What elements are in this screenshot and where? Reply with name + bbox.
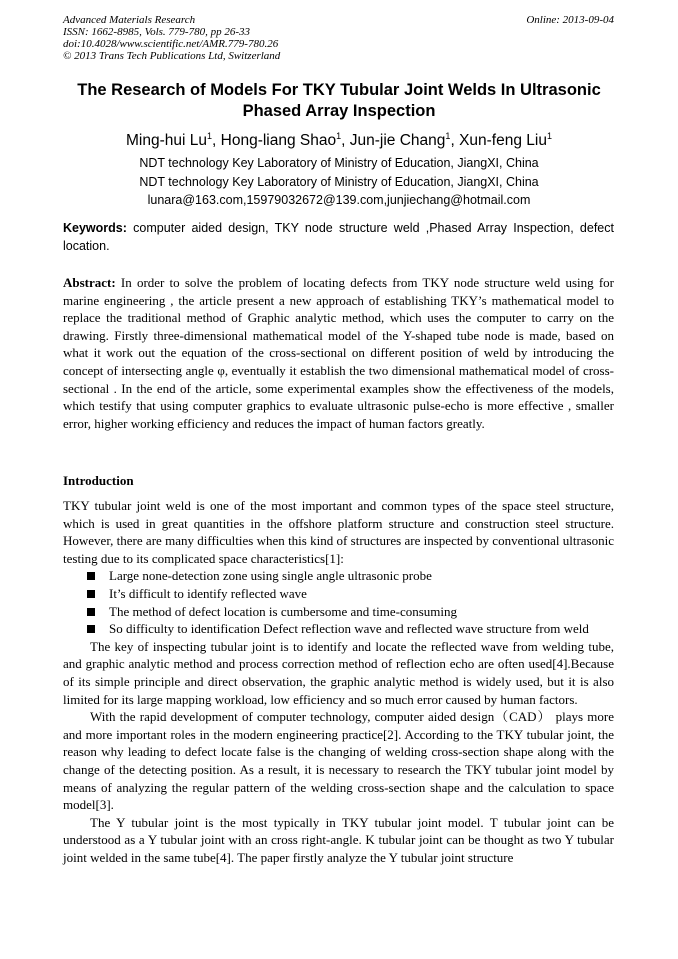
title-line: Phased Array Inspection — [242, 102, 436, 120]
section-heading: Introduction — [63, 473, 134, 488]
paragraph: The key of inspecting tubular joint is to identify and locate the reflected wave from welding tube, and graphic analytic method and process correction method of reflection echo are often used[4].Because of its simple principle and direct observation, the graphic analytic method is widely used, but it is also limited for its large mapping workload, low efficiency and so much error caused by human factors. — [63, 638, 614, 707]
author-emails: lunara@163.com,15979032672@139.com,junjiechang@hotmail.com — [147, 193, 531, 207]
paragraph: The Y tubular joint is the most typically in TKY tubular joint model. T tubular joint can be understood as a Y tubular joint with an cross right-angle. K tubular joint can be thought as two Y tubular joint welded in the same tube[4]. The paper firstly analyze the Y tubular joint structure — [63, 814, 614, 865]
list-item — [63, 585, 614, 603]
list-item-text: So difficulty to identification Defect reflection wave and reflected wave structure from weld — [109, 621, 589, 637]
list-item-text: It’s difficult to identify reflected wave — [109, 585, 307, 601]
affiliation: NDT technology Key Laboratory of Ministry of Education, JiangXI, China — [139, 174, 539, 189]
square-bullet-icon — [87, 608, 95, 616]
affiliation-marker: 1 — [207, 131, 213, 141]
affiliation-marker: 1 — [445, 131, 451, 141]
affiliation-marker: 1 — [546, 131, 552, 141]
author: Hong-liang Shao — [220, 132, 337, 150]
issn: ISSN: 1662-8985, Vols. 779-780, pp 26-33 — [63, 26, 250, 38]
author: Jun-jie Chang — [349, 132, 446, 150]
affiliation-marker: 1 — [336, 131, 342, 141]
author-separator: , — [212, 132, 221, 150]
author: Xun-feng Liu — [459, 132, 547, 150]
list-item — [63, 603, 614, 621]
abstract-label: Abstract: — [63, 275, 116, 290]
online-date: Online: 2013-09-04 — [526, 14, 614, 26]
title-line: The Research of Models For TKY Tubular Joint Welds In Ultrasonic — [77, 81, 601, 99]
affiliations — [40, 154, 638, 210]
paper-title — [40, 80, 638, 122]
copyright: © 2013 Trans Tech Publications Ltd, Switzerland — [63, 50, 281, 62]
abstract — [63, 274, 614, 432]
keywords-label: Keywords: — [63, 221, 127, 235]
square-bullet-icon — [87, 625, 95, 633]
affiliation: NDT technology Key Laboratory of Ministry of Education, JiangXI, China — [139, 156, 539, 170]
author-separator: , — [341, 132, 350, 150]
author-separator: , — [450, 132, 460, 150]
keywords — [63, 219, 614, 255]
list-item-text: Large none-detection zone using single angle ultrasonic probe — [109, 568, 432, 584]
author: Ming-hui Lu — [126, 132, 207, 150]
square-bullet-icon — [87, 590, 95, 598]
list-item — [63, 567, 614, 585]
journal-header — [63, 14, 614, 62]
keywords-text: computer aided design, TKY node structure weld ,Phased Array Inspection, defect location. — [63, 221, 614, 253]
journal-name: Advanced Materials Research — [63, 14, 196, 26]
list-item — [63, 620, 614, 638]
doi: doi:10.4028/www.scientific.net/AMR.779-780.26 — [63, 38, 279, 50]
list-item-text: The method of defect location is cumbersome and time-consuming — [109, 603, 458, 619]
author-list — [40, 126, 638, 151]
paragraph: TKY tubular joint weld is one of the most important and common types of the space steel structure, which is used in great quantities in the offshore platform structure and construction steel structure. However, there are many difficulties when this kind of structures are inspected by conventional ultrasonic testing due to its complicated space characteristics[1]: — [63, 498, 614, 566]
square-bullet-icon — [87, 572, 95, 580]
bullet-list — [63, 567, 614, 637]
abstract-text: In order to solve the problem of locating defects from TKY node structure weld using for marine engineering , the article present a new approach of establishing TKY’s mathematical model to replace the traditional method of Graphic analytic method, which uses the computer to carry on the drawing. Firstly three-dimensional mathematical model of the Y-shaped tube node is made, based on what it work out the equation of the cross-sectional on different position of weld by introducing the concept of intersecting angle φ, eventually it establish the two dimensional mathematical model of cross-sectional . In the end of the article, some experimental examples show the effectiveness of the models, which testify that using computer graphics to evaluate ultrasonic pulse-echo is more effective , smaller error, higher working efficiency and reduces the impact of human factors greatly. — [63, 275, 614, 431]
introduction-body — [63, 497, 614, 866]
paragraph: With the rapid development of computer technology, computer aided design（CAD） plays more and more important roles in the modern engineering practice[2]. According to the TKY tubular joint, the reason why leading to defect locate false is the changing of welding cross-section shape along with the change of the detecting position. As a result, it is necessary to research the TKY tubular joint model by means of analyzing the regular pattern of the welding cross-section shape and the calculation to space model[3]. — [63, 709, 614, 813]
